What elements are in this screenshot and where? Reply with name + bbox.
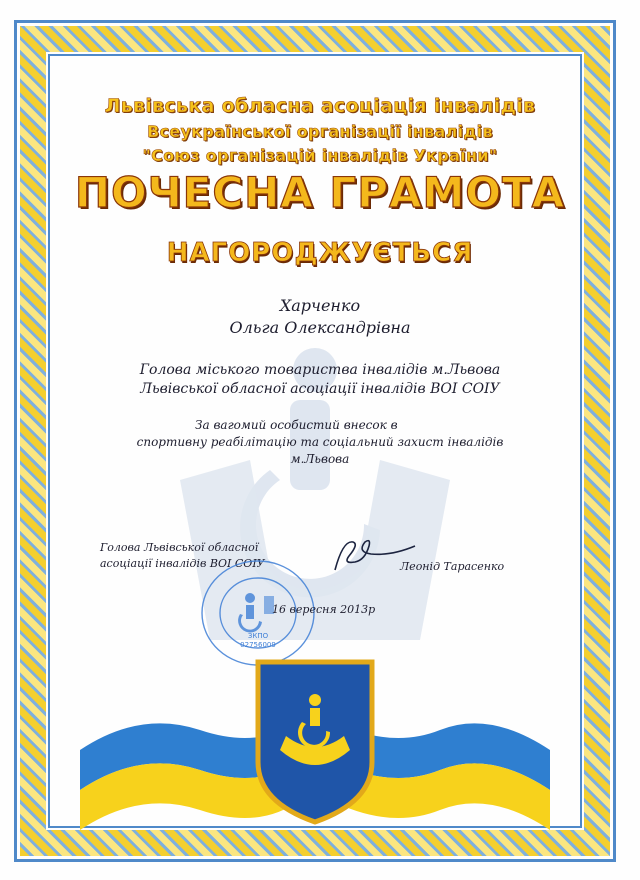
signer-name: Леонід Тарасенко: [400, 560, 505, 573]
signer-title-line-1: Голова Львівської обласної: [100, 541, 259, 554]
stamp-code-label: ЗКПО: [247, 632, 269, 640]
recipient-given-names: Ольга Олександрівна: [229, 318, 411, 337]
position-line-1: Голова міського товариства інвалідів м.Львова: [139, 362, 501, 378]
org-line-2: Всеукраїнської організації інвалідів: [147, 122, 493, 141]
stamp-code: 02756009: [240, 641, 276, 649]
coat-of-arms-shield-icon: [258, 662, 372, 822]
signer-title-line-2: асоціації інвалідів ВОІ СОІУ: [100, 557, 265, 570]
recipient-surname: Харченко: [279, 296, 361, 315]
ukrainian-flag-emblem: [80, 650, 550, 830]
merit-line-1: За вагомий особистий внесок в: [195, 418, 398, 432]
org-line-3: "Союз організацій інвалідів України": [142, 146, 498, 165]
position-line-2: Львівської обласної асоціації інвалідів ВОІ СОІУ: [140, 381, 500, 397]
merit-line-2: спортивну реабілітацію та соціальний захист інвалідів: [136, 435, 504, 449]
issue-date: 16 вересня 2013р: [272, 603, 376, 616]
certificate-subtitle: НАГОРОДЖУЄТЬСЯ: [166, 238, 474, 268]
merit-line-3: м.Львова: [290, 452, 350, 466]
org-line-1: Львівська обласна асоціація інвалідів: [104, 95, 536, 117]
certificate-title: ПОЧЕСНА ГРАМОТА: [74, 168, 566, 217]
